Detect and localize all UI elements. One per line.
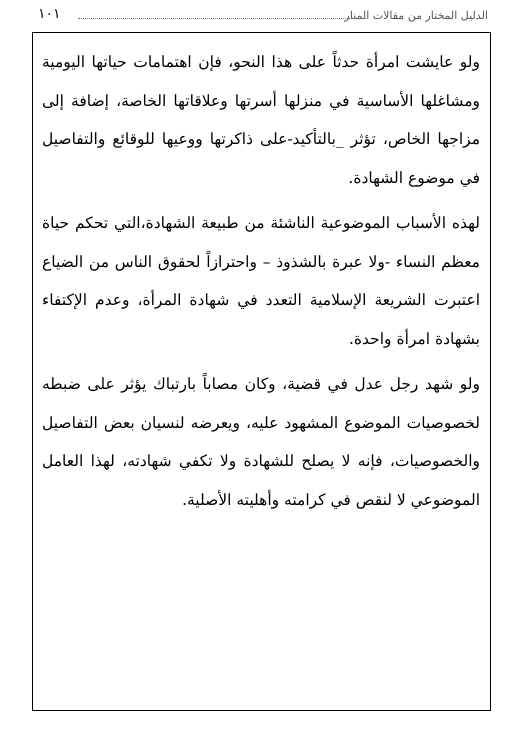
page-header (38, 6, 488, 26)
header-dotted-rule (78, 18, 368, 19)
body-text (42, 43, 480, 519)
paragraph: لهذه الأسباب الموضوعية الناشئة من طبيعة الشهادة،التي تحكم حياة معظم النساء -ولا عبرة بالشذوذ – واحترازاً لحقوق الناس من الضياع اعتبرت الشريعة الإسلامية التعدد في شهادة المرأة، وعدم الإكتفاء بشهادة امرأة واحدة. (42, 214, 480, 348)
page-number: ١٠١ (38, 6, 61, 22)
paragraph: ولو شهد رجل عدل في قضية، وكان مصاباً بارتباك يؤثر على ضبطه لخصوصيات الموضوع المشهود عليه، ويعرضه لنسيان بعض التفاصيل والخصوصيات، فإنه لا يصلح للشهادة ولا تكفي شهادته، لهذا العامل الموضوعي لا لنقص في كرامته وأهليته الأصلية. (42, 375, 480, 509)
running-header-title: الدليل المختار من مقالات المنار (344, 9, 488, 22)
paragraph: ولو عايشت امرأة حدثاً على هذا النحو، فإن اهتمامات حياتها اليومية ومشاغلها الأساسية في منزلها أسرتها وعلاقاتها الخاصة، إضافة إلى مزاجها الخاص، تؤثر _بالتأكيد-على ذاكرتها ووعيها للوقائع والتفاصيل في موضوع الشهادة. (42, 53, 480, 187)
